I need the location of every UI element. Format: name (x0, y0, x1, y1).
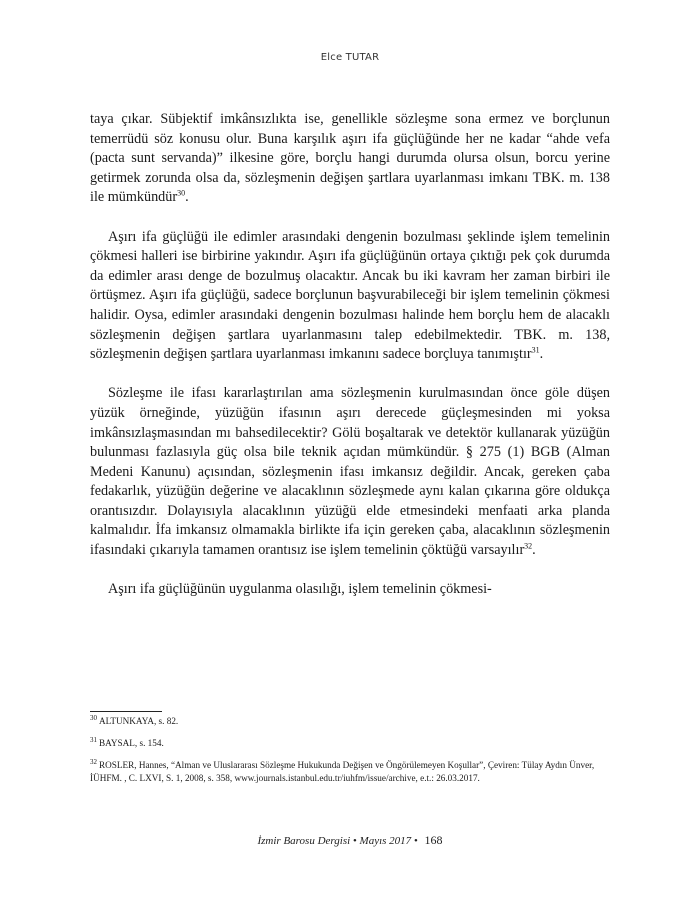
footnote-number: 32 (90, 757, 97, 766)
footnote-32 (90, 759, 610, 785)
paragraph-3-text: Sözleşme ile ifası kararlaştırılan ama sözleşmenin kurulmasından önce göle düşen yüzük örneğinde, yüzüğün ifasının aşırı derecede güçleşmesinden mi yoksa imkânsızlaşmasından mı bahsedilecektir? Gölü boşaltarak ve detektör kullanarak yüzüğün bulunması fazlasıyla güç olsa bile teknik açıdan mümkündür. § 275 (1) BGB (Alman Medeni Kanunu) açısından, sözleşmenin ifası imkansız değildir. Ancak, gereken çaba fedakarlık, yüzüğün değerine ve alacaklının sözleşmede aynı kalan çıkarına göre oldukça orantısızdır. Dolayısıyla alacaklının yüzüğü elde etmesindeki menfaati arka planda kalmalıdır. İfa imkansız olmamakla birlikte ifa için gereken çaba, alacaklının sözleşmenin ifasındaki çıkarıyla tamamen orantısız ise işlem temelinin çöktüğü varsayılır (90, 385, 610, 559)
page-number: 168 (424, 833, 443, 847)
body-text (90, 110, 610, 600)
paragraph-2: Aşırı ifa güçlüğü ile edimler arasındaki dengenin bozulması şeklinde işlem temelinin çökmesi halleri ise birbirine yakındır. Aşırı ifa güçlüğünün ortaya çıktığı pek çok durumda da edimler arası denge de bozulmuş olacaktır. Ancak bu iki kavram her zaman birbiri ile örtüşmez. Aşırı ifa güçlüğü, sadece borçlunun başvurabileceği bir işlem temelinin çökmesi halidir. Oysa, edimler arasındaki dengenin bozulması halinde hem borçlu hem de alacaklı sözleşmenin değişen şartlara uyarlanmasını talep edebilmektedir. TBK. m. 138, sözleşmenin değişen şartlara uyarlanması imkanını sadece borçluya tanımıştır$^{31}$. (90, 228, 610, 363)
paragraph-1: taya çıkar. Sübjektif imkânsızlıkta ise, genellikle sözleşme sona ermez ve borçlunun temerrüdü söz konusu olur. Buna karşılık aşırı ifa güçlüğünde her ne kadar “ahde vefa (pacta sunt servanda)” ilkesine göre, borçlu hangi durumda olursa olsun, borcu yerine getirmek zorunda olsa da, sözleşmenin değişen şartlara uyarlanması imkanı TBK. m. 138 ile mümkündür$^{30}$. (90, 111, 610, 206)
footnote-divider (90, 711, 162, 712)
footnote-ref-31[interactable]: 31 (531, 345, 540, 355)
paragraph-4 (90, 580, 610, 600)
footnote-number: 30 (90, 713, 97, 722)
footnote-text: BAYSAL, s. 154. (99, 738, 164, 748)
paragraph-1-text: taya çıkar. Sübjektif imkânsızlıkta ise, genellikle sözleşme sona ermez ve borçlunun temerrüdü söz konusu olur. Buna karşılık aşırı ifa güçlüğünde her ne kadar “ahde vefa (pacta sunt servanda)” ilkesine göre, borçlu hangi durumda olursa olsun, borcu yerine getirmek zorunda olsa da, sözleşmenin değişen şartlara uyarlanması imkanı TBK. m. 138 ile mümkündür (90, 111, 610, 206)
page-footer (0, 833, 700, 848)
paragraph-2-text: Aşırı ifa güçlüğü ile edimler arasındaki dengenin bozulması şeklinde işlem temelinin çökmesi halleri ise birbirine yakındır. Aşırı ifa güçlüğünün ortaya çıktığı pek çok durumda da edimler arası denge de bozulmuş olacaktır. Ancak bu iki kavram her zaman birbiri ile örtüşmez. Aşırı ifa güçlüğü, sadece borçlunun başvurabileceği bir işlem temelinin çökmesi halidir. Oysa, edimler arasındaki dengenin bozulması halinde hem borçlu hem de alacaklı sözleşmenin değişen şartlara uyarlanmasını talep edebilmektedir. TBK. m. 138, sözleşmenin değişen şartlara uyarlanması imkanını sadece borçluya tanımıştır (90, 228, 610, 363)
paragraph-3: Sözleşme ile ifası kararlaştırılan ama sözleşmenin kurulmasından önce göle düşen yüzük örneğinde, yüzüğün ifasının aşırı derecede güçleşmesinden mi yoksa imkânsızlaşmasından mı bahsedilecektir? Gölü boşaltarak ve detektör kullanarak yüzüğün bulunması fazlasıyla güç olsa bile teknik açıdan mümkündür. § 275 (1) BGB (Alman Medeni Kanunu) açısından, sözleşmenin ifası imkansız değildir. Ancak, gereken çaba fedakarlık, yüzüğün değerine ve alacaklının sözleşmede aynı kalan çıkarına göre oldukça orantısızdır. Dolayısıyla alacaklının yüzüğü elde etmesindeki menfaati arka planda kalmalıdır. İfa imkansız olmamakla birlikte ifa için gereken çaba, alacaklının sözleşmenin ifasındaki çıkarıyla tamamen orantısız ise işlem temelinin çöktüğü varsayılır$^{32}$. (90, 385, 610, 559)
footnote-text: ROSLER, Hannes, “Alman ve Uluslararası Sözleşme Hukukunda Değişen ve Öngörülemeyen Koşullar”, Çeviren: Tülay Aydın Ünver, İÜHFM. , C. LXVI, S. 1, 2008, s. 358, www.journals.istanbul.edu.tr/iuhfm/issue/archive, e.t.: 26.03.2017. (90, 760, 595, 783)
running-head: Elce TUTAR (320, 52, 380, 63)
footnote-30 (90, 715, 610, 728)
footnote-number: 31 (90, 735, 97, 744)
paragraph-4-text: Aşırı ifa güçlüğünün uygulanma olasılığı, işlem temelinin çökmesi- (108, 581, 492, 598)
footnote-text: ALTUNKAYA, s. 82. (99, 716, 179, 726)
footnote-ref-30[interactable]: 30 (177, 188, 186, 198)
footnotes (90, 715, 610, 794)
footnote-ref-32[interactable]: 32 (524, 541, 533, 551)
journal-name: İzmir Barosu Dergisi • Mayıs 2017 • (257, 835, 418, 847)
footnote-31 (90, 737, 610, 750)
